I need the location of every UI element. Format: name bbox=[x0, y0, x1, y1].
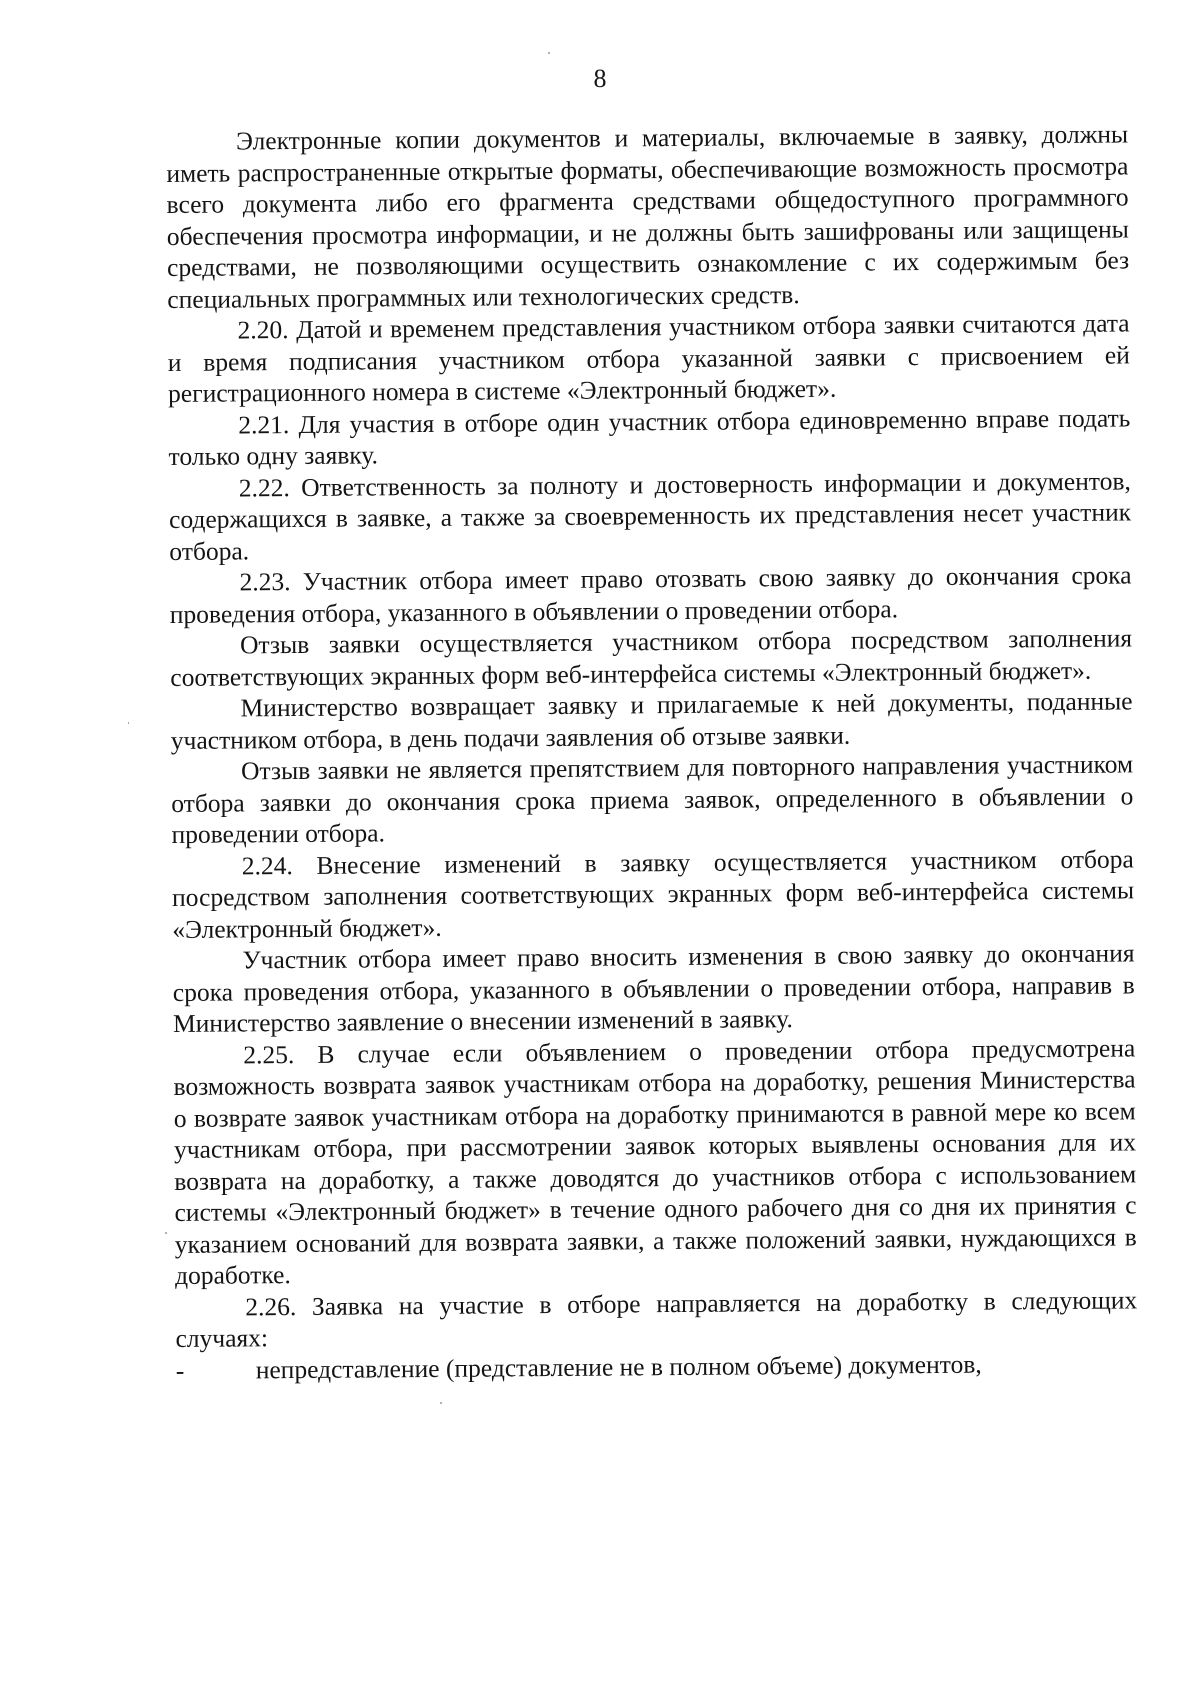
scan-speck bbox=[548, 52, 550, 54]
scan-speck bbox=[128, 722, 129, 724]
page-number: 8 bbox=[593, 64, 607, 93]
paragraph-electronic-copies: Электронные копии документов и материалы, включаемые в заявку, должны иметь распространенные открытые форматы, обеспечивающие возможность просмотра всего документа либо его фрагмента средствами общедоступного программного обеспечения просмотра информации, и не должны быть зашифрованы или защищены средствами, не позволяющими осуществить ознакомление с их содержимым без специальных программных или технологических средств. bbox=[166, 119, 1130, 314]
paragraph-2-22: 2.22. Ответственность за полноту и достоверность информации и документов, содержащихся в заявке, а также за своевременность их представления несет участник отбора. bbox=[168, 465, 1132, 566]
paragraph-withdrawal: Отзыв заявки осуществляется участником отбора посредством заполнения соответствующих экранных форм веб-интерфейса системы «Электронный бюджет». bbox=[170, 623, 1133, 692]
paragraph-ministry-return: Министерство возвращает заявку и прилагаемые к ней документы, поданные участником отбора, в день подачи заявления об отзыве заявки. bbox=[170, 686, 1133, 755]
paragraph-2-24: 2.24. Внесение изменений в заявку осуществляется участником отбора посредством заполнения соответствующих экранных форм веб-интерфейса системы «Электронный бюджет». bbox=[171, 843, 1135, 944]
list-item bbox=[176, 1347, 1138, 1386]
document-body bbox=[166, 118, 1138, 1386]
paragraph-2-25: 2.25. В случае если объявлением о проведении отбора предусмотрена возможность возврата заявок участникам отбора на доработку, решения Министерства о возврате заявок участникам отбора на доработку принимаются в равной мере ко всем участникам отбора, при рассмотрении заявок которых выявлены основания для их возврата на доработку, а также доводятся до участников отбора с использованием системы «Электронный бюджет» в течение одного рабочего дня со дня их принятия с указанием оснований для возврата заявки, а также положений заявки, нуждающихся в доработке. bbox=[173, 1032, 1137, 1290]
paragraph-changes-right: Участник отбора имеет право вносить изменения в свою заявку до окончания срока проведения отбора, указанного в объявлении о проведении отбора, направив в Министерство заявление о внесении изменений в заявку. bbox=[172, 938, 1135, 1038]
paragraph-2-26: 2.26. Заявка на участие в отборе направляется на доработку в следующих случаях: bbox=[175, 1284, 1138, 1353]
paragraph-2-20: 2.20. Датой и временем представления участником отбора заявки считаются дата и время подписания участником отбора указанной заявки с присвоением ей регистрационного номера в системе «Электронный бюджет». bbox=[167, 308, 1130, 408]
bullet-dash: - bbox=[175, 1355, 185, 1385]
paragraph-withdrawal-not-obstacle: Отзыв заявки не является препятствием для повторного направления участником отбора заявки до окончания срока приема заявок, определенного в объявлении о проведении отбора. bbox=[171, 749, 1134, 849]
scan-speck bbox=[165, 1232, 167, 1234]
list-item-text: непредставление (представление не в полном объеме) документов, bbox=[255, 1349, 982, 1384]
paragraph-2-21: 2.21. Для участия в отборе один участник отбора единовременно вправе подать только одну заявку. bbox=[168, 402, 1131, 471]
paragraph-2-23: 2.23. Участник отбора имеет право отозвать свою заявку до окончания срока проведения отбора, указанного в объявлении о проведении отбора. bbox=[169, 560, 1132, 629]
scan-speck bbox=[440, 1402, 442, 1404]
